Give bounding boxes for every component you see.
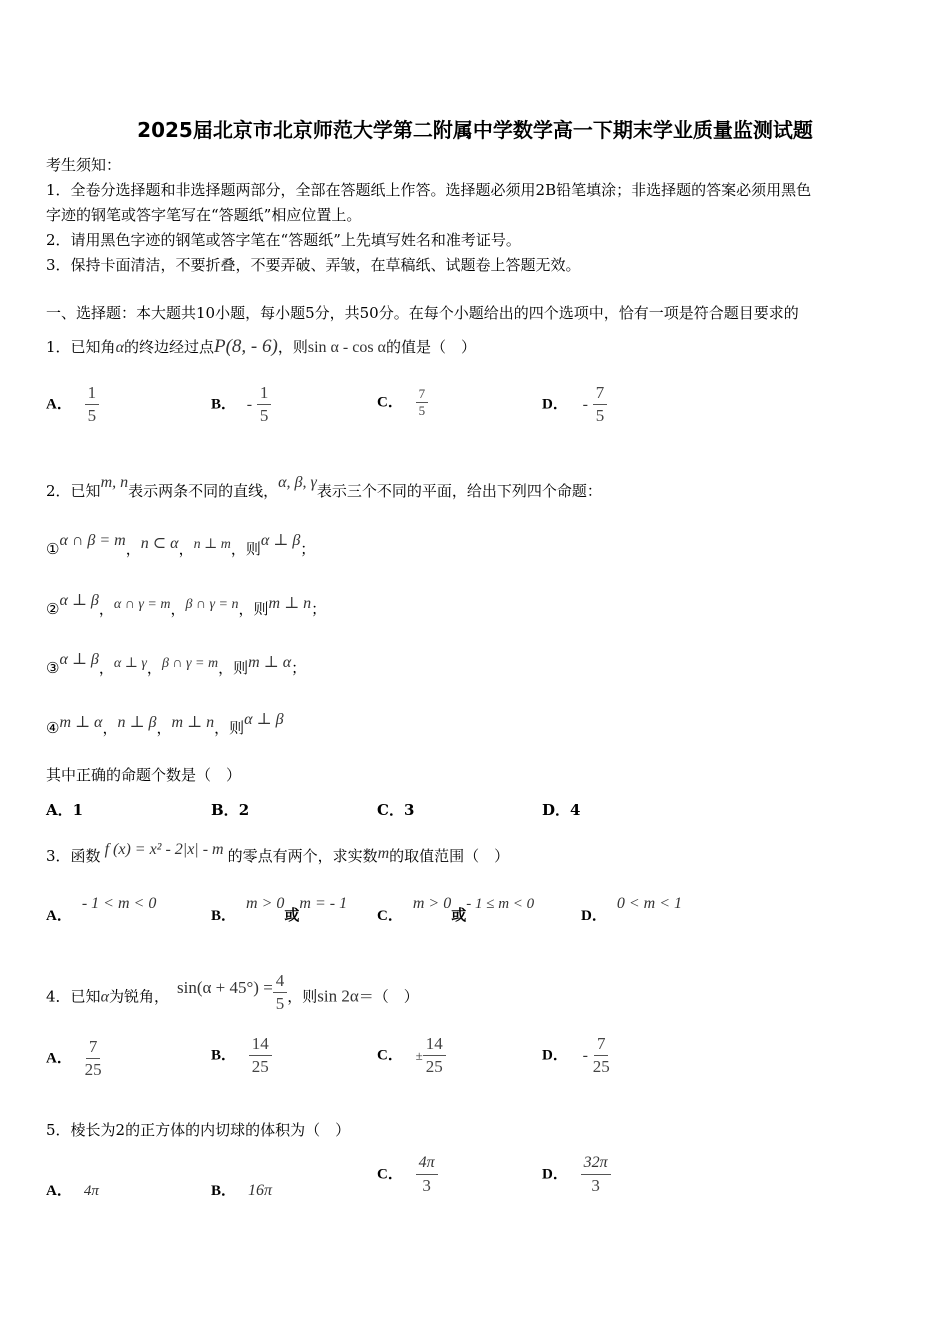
q4-text-2: 为锐角，	[108, 987, 169, 1006]
q1-b-fraction	[257, 382, 272, 427]
q3-function: f (x) = x² - 2|x| - m	[104, 841, 224, 858]
q2-abg: α, β, γ	[278, 474, 317, 491]
numerator: 32π	[581, 1152, 611, 1175]
q4-a-fraction	[85, 1036, 102, 1081]
option-label: C．	[377, 1166, 403, 1183]
q1-expression: sin α - cos α	[307, 339, 386, 356]
mark: ③	[46, 659, 60, 677]
notice-line-2: 2．请用黑色字迹的钢笔或答字笔在“答题纸”上先填写姓名和准考证号。	[46, 231, 521, 249]
option-label: C．	[377, 1047, 403, 1064]
denominator: 3	[422, 1176, 431, 1195]
q3-text-1: 函数	[70, 847, 101, 865]
q1-option-a[interactable]	[46, 382, 99, 427]
then: ，则	[214, 719, 245, 737]
denominator: 5	[595, 406, 605, 425]
q2-proposition-4	[46, 711, 284, 738]
question-4	[46, 971, 419, 1020]
numerator: 14	[423, 1033, 446, 1056]
q5-number: 5．	[46, 1121, 71, 1139]
sign: -	[246, 395, 253, 413]
option-expr: - 1 < m < 0	[81, 895, 157, 912]
then: ，则	[218, 659, 249, 677]
q5-option-b[interactable]	[211, 1179, 272, 1200]
numerator: 1	[85, 382, 100, 405]
notice-heading: 考生须知：	[46, 156, 122, 174]
q3-text-2: 的零点有两个，求实数	[227, 847, 378, 865]
option-expr-2: m = - 1	[299, 895, 348, 912]
q2-ask: 其中正确的命题个数是（ ）	[46, 766, 242, 784]
denominator: 5	[87, 406, 97, 425]
q1-option-b[interactable]	[211, 382, 271, 427]
option-expr-2: - 1 ≤ m < 0	[466, 896, 535, 912]
q4-option-c[interactable]	[377, 1033, 446, 1078]
q4-fraction	[273, 970, 288, 1015]
q2-text-2: 表示两条不同的直线，	[128, 482, 279, 500]
numerator: 7	[416, 386, 429, 403]
option-label: D．	[542, 801, 571, 819]
q1-text-1: 已知角	[70, 338, 116, 356]
q4-option-a[interactable]	[46, 1036, 102, 1081]
option-label: B．	[211, 801, 239, 819]
q5-option-a[interactable]	[46, 1179, 99, 1200]
q2-proposition-1	[46, 532, 316, 559]
denominator: 25	[425, 1057, 443, 1076]
q1-option-c[interactable]	[377, 386, 428, 419]
q2-proposition-3	[46, 651, 307, 678]
option-value: 2	[238, 801, 250, 819]
q1-text-4: 的值是（ ）	[385, 338, 476, 356]
conclusion: m ⊥ n	[268, 595, 312, 612]
cond-a: α ∩ β = m	[59, 532, 126, 549]
sep: ，	[102, 719, 118, 737]
q3-option-c[interactable]	[377, 895, 535, 925]
conclusion: α ⊥ β	[260, 532, 301, 549]
cond-b: α ⊥ γ	[113, 656, 147, 671]
q4-text-3: ，则	[287, 987, 318, 1006]
sep: ，	[98, 659, 114, 677]
cond-b: n ⊂ α	[140, 535, 179, 552]
q2-text-1: 已知	[70, 482, 101, 500]
sep: ，	[178, 540, 194, 558]
end: ；	[311, 600, 327, 618]
option-expr: m > 0	[246, 895, 285, 912]
sign: -	[582, 395, 588, 413]
q2-text-3: 表示三个不同的平面，给出下列四个命题：	[316, 482, 602, 500]
end: ；	[300, 540, 316, 558]
notice-line-3: 3．保持卡面清洁，不要折叠，不要弄破、弄皱，在草稿纸、试题卷上答题无效。	[46, 256, 581, 274]
q4-b-fraction	[249, 1033, 272, 1078]
option-expr: m > 0	[412, 895, 452, 912]
numerator: 7	[86, 1036, 101, 1059]
q4-text-1: 已知	[70, 987, 101, 1006]
q4-target: sin 2α	[317, 986, 359, 1006]
option-or: 或	[451, 906, 467, 924]
cond-b: α ∩ γ = m	[113, 597, 171, 612]
q1-text-3: ，则	[277, 338, 308, 356]
q5-text: 棱长为2的正方体的内切球的体积为（ ）	[70, 1121, 351, 1139]
sign: ±	[415, 1047, 423, 1063]
option-label: D．	[581, 908, 607, 924]
option-expr: 0 < m < 1	[616, 895, 682, 912]
option-value: 4π	[83, 1183, 99, 1199]
option-label: B．	[211, 1183, 237, 1199]
cond-c: β ∩ γ = n	[185, 597, 239, 612]
sep: ，	[98, 600, 114, 618]
denominator: 5	[418, 403, 426, 418]
question-2	[46, 474, 602, 501]
q1-alpha: α	[115, 339, 124, 356]
option-label: C．	[377, 801, 404, 819]
option-value: 1	[72, 801, 84, 819]
q3-option-d[interactable]	[581, 895, 682, 925]
numerator: 4	[273, 970, 288, 993]
cond-a: α ⊥ β	[59, 592, 99, 609]
option-label: D．	[542, 1047, 568, 1064]
option-or: 或	[284, 906, 300, 924]
q1-a-fraction	[85, 382, 100, 427]
q2-option-b[interactable]	[211, 799, 249, 820]
cond-a: α ⊥ β	[59, 651, 99, 668]
cond-c: n ⊥ m	[193, 537, 231, 552]
option-label: D．	[542, 396, 568, 413]
q4-option-d[interactable]	[542, 1033, 610, 1078]
q4-option-b[interactable]	[211, 1033, 272, 1078]
numerator: 14	[249, 1033, 272, 1056]
q3-option-b[interactable]	[211, 895, 348, 925]
then: ，则	[238, 600, 269, 618]
notice-line-1a: 1．全卷分选择题和非选择题两部分，全部在答题纸上作答。选择题必须用2B铅笔填涂；非选择题的答案必须用黑色	[46, 181, 812, 199]
mark: ①	[46, 540, 60, 558]
numerator: 4π	[416, 1152, 438, 1175]
question-1	[46, 336, 476, 358]
numerator: 1	[257, 382, 272, 405]
cond-c: m ⊥ n	[171, 714, 215, 731]
option-value: 16π	[248, 1182, 273, 1199]
section-heading: 一、选择题：本大题共10小题，每小题5分，共50分。在每个小题给出的四个选项中，恰有一项是符合题目要求的	[46, 304, 799, 322]
q4-lhs: sin(α + 45°) =	[176, 977, 273, 997]
q3-text-3: 的取值范围（ ）	[389, 847, 510, 865]
conclusion: m ⊥ α	[248, 654, 292, 671]
end: ；	[291, 659, 307, 677]
mark: ②	[46, 600, 60, 618]
q4-number: 4．	[46, 987, 71, 1006]
q4-c-fraction	[423, 1033, 446, 1078]
q5-d-fraction	[581, 1152, 611, 1197]
sign: -	[582, 1046, 588, 1064]
conclusion: α ⊥ β	[244, 711, 284, 728]
sep: ，	[156, 719, 172, 737]
option-value: 3	[403, 801, 415, 819]
q2-option-c[interactable]	[377, 799, 414, 820]
q3-number: 3．	[46, 847, 71, 865]
option-label: A．	[46, 1050, 72, 1067]
q2-number: 2．	[46, 482, 71, 500]
denominator: 5	[275, 994, 285, 1013]
denominator: 25	[251, 1057, 269, 1076]
cond-a: m ⊥ α	[59, 714, 103, 731]
q1-number: 1．	[46, 338, 71, 356]
denominator: 25	[592, 1057, 610, 1076]
mark: ④	[46, 719, 60, 737]
q3-m: m	[377, 845, 390, 862]
q2-proposition-2	[46, 592, 327, 619]
option-label: B．	[211, 908, 237, 924]
q3-option-a[interactable]	[46, 895, 157, 925]
option-label: C．	[377, 908, 403, 924]
option-label: A．	[46, 1183, 72, 1199]
option-label: A．	[46, 396, 72, 413]
page-title: 2025届北京市北京师范大学第二附属中学数学高一下期末学业质量监测试题	[137, 118, 813, 142]
option-label: D．	[542, 1166, 568, 1183]
q2-option-a[interactable]	[46, 799, 83, 820]
q2-option-d[interactable]	[542, 799, 580, 820]
q4-text-4: ＝（ ）	[358, 987, 419, 1006]
numerator: 7	[593, 382, 608, 405]
q1-d-fraction	[593, 382, 608, 427]
q5-option-d[interactable]	[542, 1152, 611, 1197]
option-label: C．	[377, 394, 403, 411]
q1-point: P(8, - 6)	[213, 336, 278, 357]
denominator: 3	[591, 1176, 600, 1195]
q2-mn: m, n	[100, 474, 129, 491]
q4-d-fraction	[593, 1033, 610, 1078]
question-3	[46, 841, 510, 866]
q1-text-2: 的终边经过点	[123, 338, 214, 356]
q4-alpha: α	[100, 988, 109, 1006]
cond-c: β ∩ γ = m	[161, 656, 219, 671]
option-label: A．	[46, 801, 73, 819]
option-label: B．	[211, 1047, 237, 1064]
denominator: 5	[259, 406, 269, 425]
option-label: B．	[211, 396, 237, 413]
sep: ，	[125, 540, 141, 558]
sep: ，	[170, 600, 186, 618]
option-value: 4	[570, 801, 581, 819]
q1-option-d[interactable]	[542, 382, 607, 427]
cond-b: n ⊥ β	[117, 714, 157, 731]
then: ，则	[230, 540, 261, 558]
question-5	[46, 1119, 350, 1140]
q5-c-fraction	[416, 1152, 438, 1197]
notice-line-1b: 字迹的钢笔或答字笔写在“答题纸”相应位置上。	[46, 206, 362, 224]
sep: ，	[146, 659, 162, 677]
q1-c-fraction	[416, 386, 429, 419]
numerator: 7	[594, 1033, 609, 1056]
denominator: 25	[84, 1060, 102, 1079]
option-label: A．	[46, 908, 72, 924]
q5-option-c[interactable]	[377, 1152, 438, 1197]
